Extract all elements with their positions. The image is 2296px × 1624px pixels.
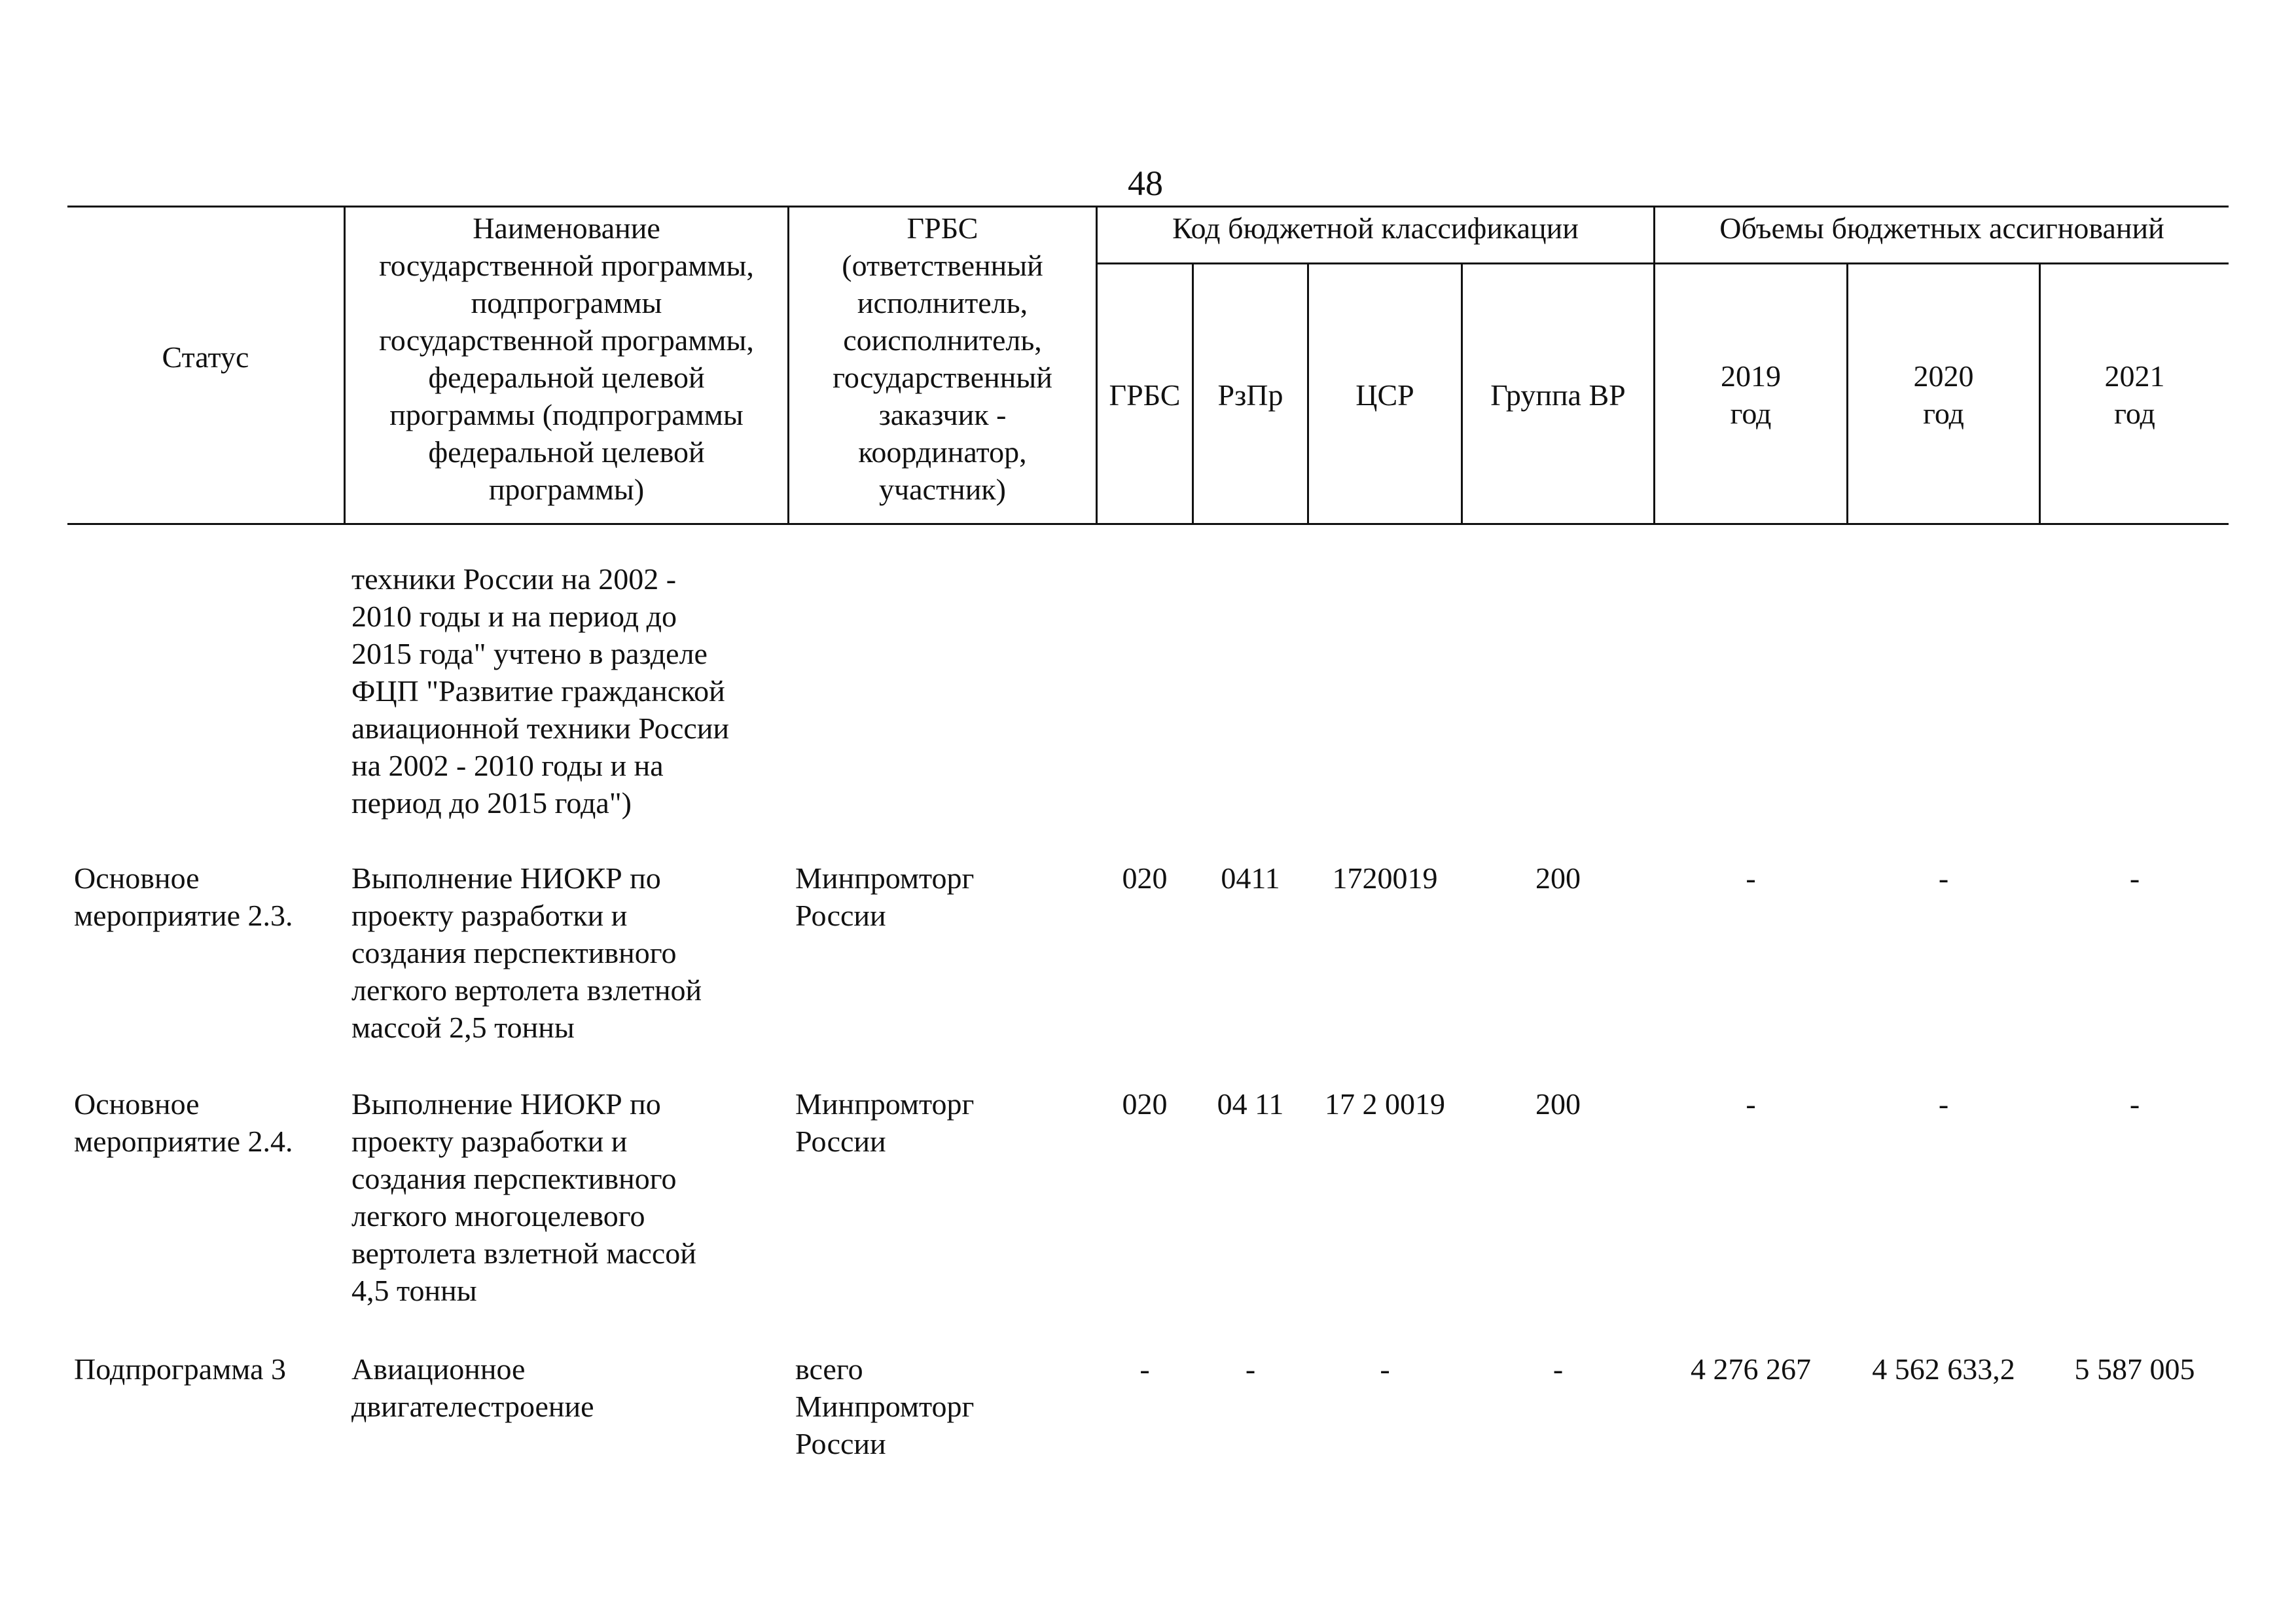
row-grbs: 020 — [1122, 1087, 1168, 1121]
row-rzpr: - — [1245, 1352, 1256, 1386]
header-top-rule — [67, 206, 2229, 208]
header-sub-rule — [1096, 262, 2229, 264]
row-y2019: 4 276 267 — [1691, 1352, 1811, 1386]
row-grbs: - — [1139, 1352, 1150, 1386]
row-csr: - — [1380, 1352, 1390, 1386]
header-year-2019: 2019 год — [1721, 359, 1781, 430]
page-number: 48 — [1128, 164, 1163, 203]
row-vr: - — [1552, 1352, 1564, 1386]
row-grbs: 020 — [1122, 861, 1168, 895]
row-rzpr: 04 11 — [1217, 1087, 1284, 1121]
row-y2020: 4 562 633,2 — [1872, 1352, 2015, 1386]
row-executor: Минпромторг России — [795, 1087, 975, 1158]
header-budget-code: Код бюджетной классификации — [1172, 211, 1579, 245]
row-status: Основное мероприятие 2.3. — [74, 861, 293, 932]
row-y2020: - — [1938, 861, 1949, 895]
header-name: Наименование государственной программы, подпрограммы государственной программы, федеральной целевой программы (подпрограммы федеральной целевой программы) — [379, 211, 754, 506]
header-bottom-rule — [67, 523, 2229, 525]
row-vr: 200 — [1535, 1087, 1581, 1121]
row-csr: 1720019 — [1332, 861, 1438, 895]
row-status: Основное мероприятие 2.4. — [74, 1087, 293, 1158]
header-divider — [1096, 206, 1098, 525]
row-name: Выполнение НИОКР по проекту разработки и создания перспективного легкого вертолета взлетной массой 2,5 тонны — [351, 861, 702, 1044]
header-budget-volumes: Объемы бюджетных ассигнований — [1719, 211, 2164, 245]
row-executor: всего Минпромторг России — [795, 1352, 975, 1460]
header-year-2021: 2021 год — [2104, 359, 2165, 430]
row-name: Выполнение НИОКР по проекту разработки и создания перспективного легкого многоцелевого вертолета взлетной массой 4,5 тонны — [351, 1087, 696, 1307]
header-rzpr: РзПр — [1217, 378, 1283, 412]
row-executor: Минпромторг России — [795, 861, 975, 932]
header-year-2020: 2020 год — [1913, 359, 1974, 430]
row-y2021: - — [2129, 861, 2140, 895]
row-y2021: - — [2129, 1087, 2140, 1121]
header-status: Статус — [162, 340, 249, 374]
header-group-vr: Группа ВР — [1490, 378, 1626, 412]
continuation-text: техники России на 2002 - 2010 годы и на период до 2015 года" учтено в разделе ФЦП "Развитие гражданской авиационной техники России на 2002 - 2010 годы и на период до 2015 года") — [351, 562, 730, 820]
row-rzpr: 0411 — [1221, 861, 1280, 895]
header-csr: ЦСР — [1355, 378, 1414, 412]
row-vr: 200 — [1535, 861, 1581, 895]
header-grbs-responsible: ГРБС (ответственный исполнитель, соисполнитель, государственный заказчик - координатор, участник) — [833, 211, 1052, 506]
row-status: Подпрограмма 3 — [74, 1352, 287, 1386]
row-y2020: - — [1938, 1087, 1949, 1121]
row-y2019: - — [1746, 861, 1756, 895]
row-y2019: - — [1746, 1087, 1756, 1121]
row-y2021: 5 587 005 — [2074, 1352, 2195, 1386]
row-name: Авиационное двигателестроение — [351, 1352, 594, 1423]
row-csr: 17 2 0019 — [1325, 1087, 1445, 1121]
header-grbs: ГРБС — [1109, 378, 1181, 412]
